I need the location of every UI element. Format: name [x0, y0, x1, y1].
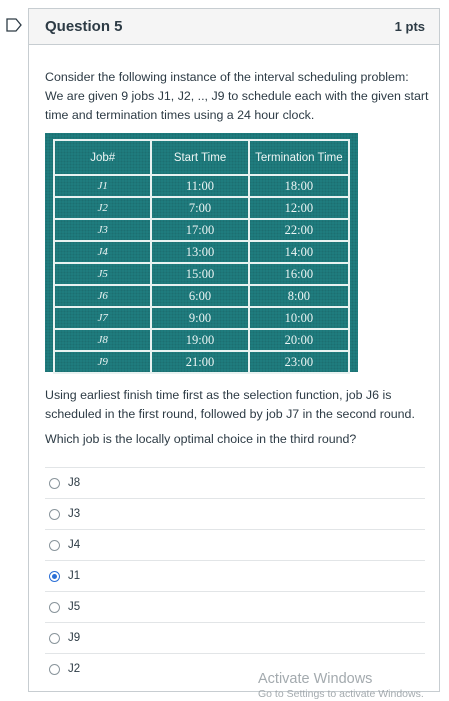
- cell-termination-time: 23:00: [249, 351, 349, 373]
- cell-job: J3: [54, 219, 151, 241]
- cell-job: J9: [54, 351, 151, 373]
- answer-option[interactable]: [45, 529, 425, 560]
- question-intro: Consider the following instance of the interval scheduling problem: We are given 9 jobs J1, J2, .., J9 to schedule each with the given start time and termination times using a 24 hour clock.: [45, 70, 429, 122]
- cell-job: J7: [54, 307, 151, 329]
- table-row: [54, 175, 349, 197]
- cell-termination-time: 18:00: [249, 175, 349, 197]
- cell-start-time: 11:00: [151, 175, 248, 197]
- question-title: Question 5: [45, 18, 123, 35]
- cell-start-time: 15:00: [151, 263, 248, 285]
- cell-job: J5: [54, 263, 151, 285]
- question-card: [28, 8, 440, 692]
- question-header: [29, 9, 439, 45]
- bookmark-icon[interactable]: [6, 18, 22, 32]
- schedule-table: [53, 139, 350, 374]
- cell-start-time: 21:00: [151, 351, 248, 373]
- answer-label: J1: [68, 570, 81, 582]
- answer-radio[interactable]: [49, 540, 60, 551]
- cell-start-time: 7:00: [151, 197, 248, 219]
- table-row: [54, 285, 349, 307]
- cell-termination-time: 16:00: [249, 263, 349, 285]
- answer-option[interactable]: [45, 622, 425, 653]
- answer-radio[interactable]: [49, 509, 60, 520]
- answer-radio[interactable]: [49, 478, 60, 489]
- schedule-table-image: [45, 133, 358, 372]
- answer-label: J5: [68, 601, 81, 613]
- answer-radio[interactable]: [49, 571, 60, 582]
- cell-start-time: 6:00: [151, 285, 248, 307]
- cell-termination-time: 14:00: [249, 241, 349, 263]
- cell-job: J2: [54, 197, 151, 219]
- header-termination-time: Termination Time: [249, 140, 349, 175]
- cell-termination-time: 12:00: [249, 197, 349, 219]
- table-row: [54, 329, 349, 351]
- answer-label: J4: [68, 539, 81, 551]
- answer-radio[interactable]: [49, 633, 60, 644]
- table-row: [54, 351, 349, 373]
- header-start-time: Start Time: [151, 140, 248, 175]
- answer-option[interactable]: [45, 467, 425, 498]
- cell-start-time: 9:00: [151, 307, 248, 329]
- answer-option[interactable]: [45, 498, 425, 529]
- table-header-row: [54, 140, 349, 175]
- table-row: [54, 197, 349, 219]
- cell-job: J8: [54, 329, 151, 351]
- answer-option[interactable]: [45, 591, 425, 622]
- answer-radio[interactable]: [49, 664, 60, 675]
- question-statement: Using earliest finish time first as the selection function, job J6 is scheduled in the first round, followed by job J7 in the second round.: [45, 388, 415, 421]
- watermark-title: Activate Windows: [258, 671, 373, 687]
- answer-label: J9: [68, 632, 81, 644]
- table-row: [54, 241, 349, 263]
- question-prompt: Which job is the locally optimal choice in the third round?: [45, 432, 357, 446]
- question-points: 1 pts: [394, 19, 425, 34]
- answer-option[interactable]: [45, 560, 425, 591]
- table-row: [54, 307, 349, 329]
- cell-job: J6: [54, 285, 151, 307]
- table-row: [54, 219, 349, 241]
- answer-radio[interactable]: [49, 602, 60, 613]
- cell-job: J4: [54, 241, 151, 263]
- cell-start-time: 19:00: [151, 329, 248, 351]
- cell-termination-time: 22:00: [249, 219, 349, 241]
- answer-list: [45, 467, 425, 684]
- cell-job: J1: [54, 175, 151, 197]
- answer-label: J2: [68, 663, 81, 675]
- answer-label: J8: [68, 477, 81, 489]
- cell-termination-time: 20:00: [249, 329, 349, 351]
- cell-start-time: 17:00: [151, 219, 248, 241]
- windows-activation-watermark: [258, 671, 448, 701]
- answer-label: J3: [68, 508, 81, 520]
- cell-start-time: 13:00: [151, 241, 248, 263]
- table-row: [54, 263, 349, 285]
- cell-termination-time: 10:00: [249, 307, 349, 329]
- header-job: Job#: [54, 140, 151, 175]
- watermark-subtitle: Go to Settings to activate Windows.: [258, 688, 424, 700]
- cell-termination-time: 8:00: [249, 285, 349, 307]
